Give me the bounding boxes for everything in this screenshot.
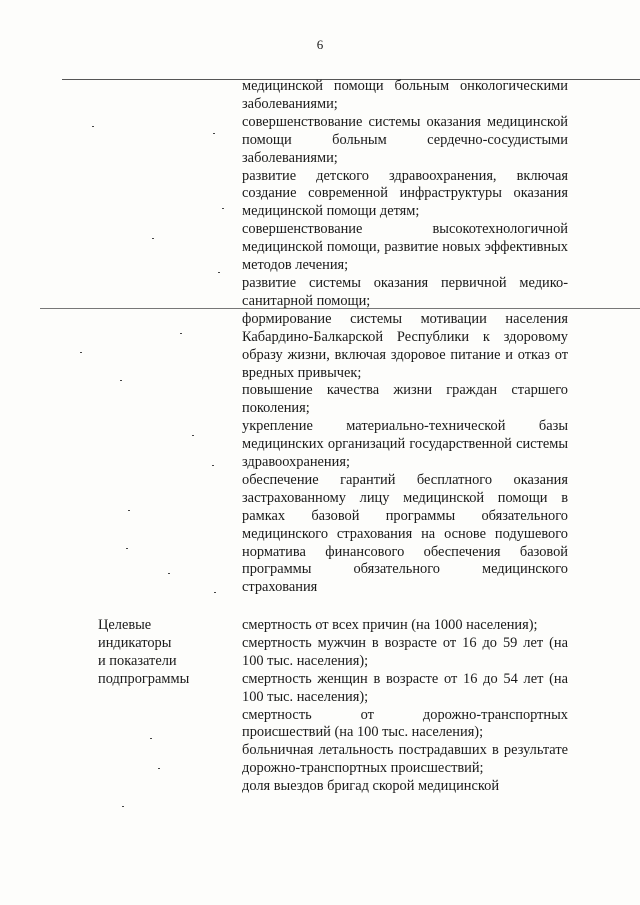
scan-speck	[152, 238, 154, 239]
scan-speck	[222, 208, 224, 209]
list-item: совершенствование высокотехнологичной медицинской помощи, развитие новых эффективных методов лечения;	[242, 221, 568, 274]
scan-speck	[126, 548, 128, 549]
scan-speck	[150, 738, 152, 739]
list-item: обеспечение гарантий бесплатного оказания застрахованному лицу медицинской помощи в рамках базовой программы обязательного медицинского страхования на основе подушевого норматива финансового обеспечения базовой программы обязательного медицинского страхования	[242, 471, 568, 596]
section-label	[98, 617, 228, 689]
list-item: больничная летальность пострадавших в результате дорожно-транспортных происшествий;	[242, 742, 568, 777]
section-label-line: Целевые	[98, 617, 152, 633]
scan-speck	[158, 768, 160, 769]
section-label-line: индикаторы	[98, 634, 172, 651]
scan-speck	[120, 380, 122, 381]
scan-speck	[122, 806, 124, 807]
list-item: смертность от дорожно-транспортных происшествий (на 100 тыс. населения);	[242, 706, 568, 741]
scan-speck	[214, 592, 216, 593]
section-label-line: подпрограммы	[98, 670, 190, 687]
scan-speck	[212, 465, 214, 466]
page-number: 6	[316, 37, 324, 52]
scan-speck	[192, 435, 194, 436]
scan-speck	[180, 333, 182, 334]
list-item: совершенствование системы оказания медицинской помощи больным сердечно-сосудистыми заболеваниями;	[242, 113, 568, 166]
scan-speck	[92, 126, 94, 127]
list-item: развитие детского здравоохранения, включая создание современной инфраструктуры оказания медицинской помощи детям;	[242, 167, 568, 220]
list-item: укрепление материально-технической базы медицинских организаций государственной системы здравоохранения;	[242, 418, 568, 471]
scan-speck	[218, 272, 220, 273]
scan-speck	[213, 133, 215, 134]
list-item: смертность мужчин в возрасте от 16 до 59 лет (на 100 тыс. населения);	[242, 634, 568, 669]
list-item: смертность женщин в возрасте от 16 до 54 лет (на 100 тыс. населения);	[242, 670, 568, 705]
list-item: формирование системы мотивации населения Кабардино-Балкарской Республики к здоровому образу жизни, включая здоровое питание и отказ от вредных привычек;	[242, 310, 568, 381]
scan-speck	[168, 573, 170, 574]
list-item: развитие системы оказания первичной медико-санитарной помощи;	[242, 274, 568, 309]
indicators-list	[242, 617, 568, 796]
list-item: смертность от всех причин (на 1000 населения);	[242, 617, 538, 633]
scan-speck	[128, 510, 130, 511]
goals-list	[242, 78, 568, 597]
scan-speck	[80, 352, 82, 353]
section-label-line: и показатели	[98, 652, 177, 669]
list-item: доля выездов бригад скорой медицинской	[242, 778, 500, 795]
list-item: медицинской помощи больным онкологическими заболеваниями;	[242, 78, 568, 112]
list-item: повышение качества жизни граждан старшего поколения;	[242, 382, 568, 417]
